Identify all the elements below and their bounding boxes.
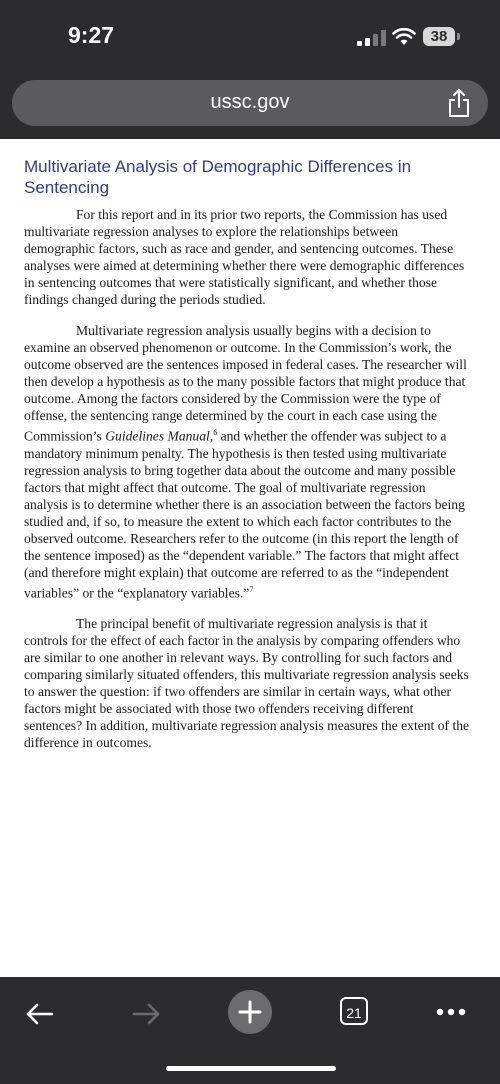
tabs-button[interactable]: 21 [340, 997, 368, 1025]
share-icon[interactable] [446, 88, 472, 118]
back-icon[interactable] [24, 1000, 56, 1028]
status-bar [0, 0, 500, 76]
forward-icon[interactable] [130, 1000, 162, 1028]
cellular-signal-icon [357, 30, 387, 46]
home-indicator [166, 1066, 336, 1071]
url-text: ussc.gov [210, 91, 290, 113]
battery-icon: 38 [423, 27, 455, 46]
address-bar[interactable] [12, 80, 488, 126]
plus-icon [228, 990, 272, 1034]
new-tab-button[interactable] [228, 990, 272, 1034]
more-options-icon[interactable] [436, 1008, 466, 1016]
footnote-7[interactable]: 7 [249, 584, 254, 594]
article-title: Multivariate Analysis of Demographic Differences in Sentencing [24, 157, 412, 197]
paragraph-3: The principal benefit of multivariate regression analysis is that it controls for the effect of each factor in the analysis by comparing offenders who are similar to one another in relevant ways. By controlling for such factors and comparing similarly situated offenders, this multivariate regression analysis seeks to answer the question: if two offenders are similar in certain ways, what other factors might be associated with those two offenders receiving different sentences? In addition, multivariate regression analysis measures the extent of the difference in outcomes. [24, 616, 470, 751]
wifi-icon [392, 26, 416, 46]
guidelines-manual-citation: Guidelines Manual, [105, 428, 214, 444]
status-time: 9:27 [68, 22, 115, 48]
article-body [24, 206, 470, 765]
paragraph-2-part-2: and whether the offender was subject to a mandatory minimum penalty. The hypothesis is then tested using multivariate regression analysis to bring together data about the outcome and many possible factors that might affect that outcome. The goal of multivariate regression analysis is to determine whether there is an association between the factors being studied and, if so, to measure the extent to which each factor contributes to the observed outcome. Researchers refer to the outcome (in this report the length of the sentence imposed) as the “dependent variable.” The factors that might affect (and therefore might explain) that outcome are referred to as the “independent variables” or the “explanatory variables.” [24, 428, 465, 601]
web-content[interactable] [0, 139, 500, 977]
paragraph-2-part-1: Multivariate regression analysis usually begins with a decision to examine an observed phenomenon or outcome. In the Commission’s work, the outcome observed are the sentences imposed in federal cases. The researcher will then develop a hypothesis as to the many possible factors that might produce that outcome. Among the factors considered by the Commission were the type of offense, the sentencing range determined by the court in each case using the Commission’s [24, 323, 467, 444]
footnote-6[interactable]: 6 [213, 428, 218, 437]
battery-tip [457, 33, 460, 40]
paragraph-2 [24, 322, 470, 601]
paragraph-1: For this report and in its prior two reports, the Commission has used multivariate regression analyses to explore the relationships between demographic factors, such as race and gender, and sentencing outcomes. These analyses were aimed at determining whether there were demographic differences in sentencing outcomes that were statistically significant, and whether those findings changed during the periods studied. [24, 207, 465, 307]
